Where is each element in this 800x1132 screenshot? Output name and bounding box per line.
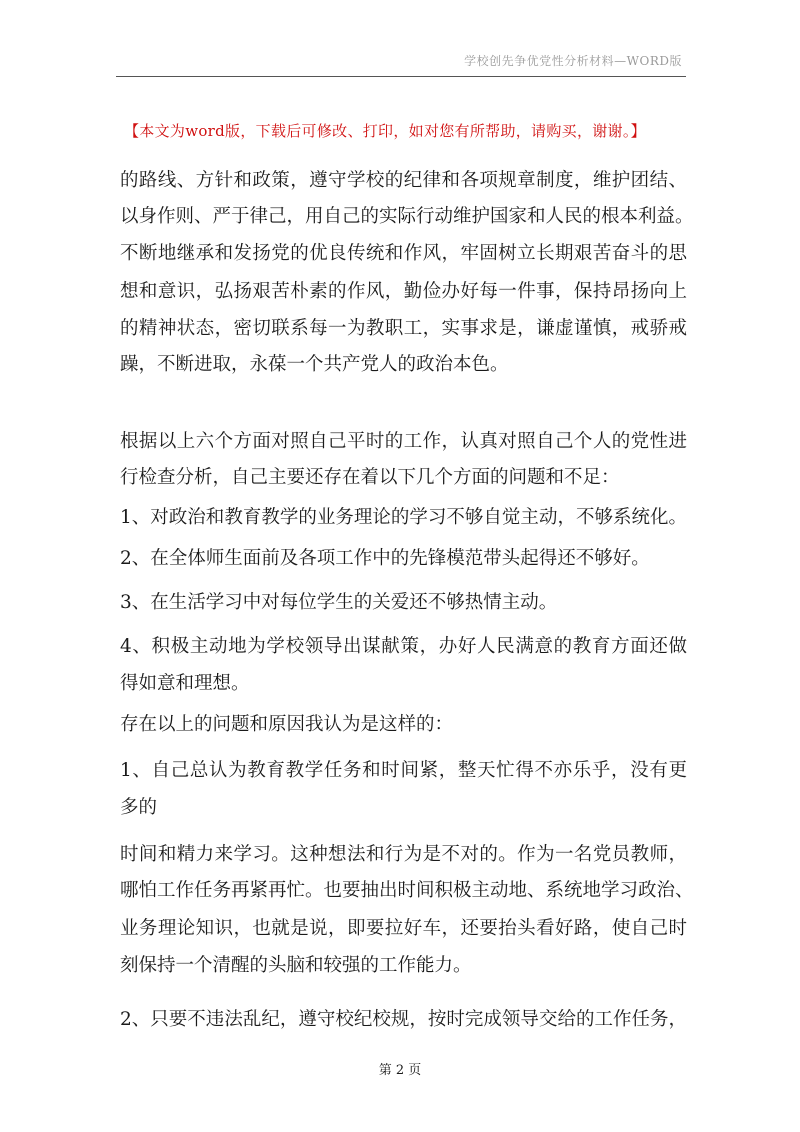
body-line-4: 想和意识，弘扬艰苦朴素的作风，勤俭办好每一件事，保持昂扬向上 (120, 281, 687, 302)
body-line-3: 不断地继承和发扬党的优良传统和作风，牢固树立长期艰苦奋斗的思 (120, 243, 687, 264)
problem-item-4: 4、积极主动地为学校领导出谋献策，办好人民满意的教育方面还做 (120, 636, 687, 657)
body-line-2: 以身作则、严于律己，用自己的实际行动维护国家和人民的根本利益。 (120, 206, 694, 227)
problem-item-4-cont: 得如意和理想。 (120, 673, 250, 694)
body-line-6: 躁，不断进取，永葆一个共产党人的政治本色。 (120, 354, 509, 375)
body-line-18: 哪怕工作任务再紧再忙。也要抽出时间积极主动地、系统地学习政治、 (120, 880, 694, 901)
header-divider (116, 76, 686, 77)
body-line-1: 的路线、方针和政策，遵守学校的纪律和各项规章制度，维护团结、 (120, 170, 687, 191)
problem-item-1: 1、对政治和教育教学的业务理论的学习不够自觉主动，不够系统化。 (120, 507, 687, 528)
body-line-20: 刻保持一个清醒的头脑和较强的工作能力。 (120, 955, 472, 976)
cause-item-1: 1、自己总认为教育教学任务和时间紧，整天忙得不亦乐乎，没有更 (120, 760, 687, 781)
cause-intro: 存在以上的问题和原因我认为是这样的： (120, 714, 454, 735)
body-line-17: 时间和精力来学习。这种想法和行为是不对的。作为一名党员教师， (120, 844, 687, 865)
page-number: 第 2 页 (378, 1063, 422, 1078)
body-line-19: 业务理论知识，也就是说，即要拉好车，还要抬头看好路，使自己时 (120, 918, 687, 939)
body-line-5: 的精神状态，密切联系每一为教职工，实事求是，谦虚谨慎，戒骄戒 (120, 318, 687, 339)
problem-item-3: 3、在生活学习中对每位学生的关爱还不够热情主动。 (120, 592, 558, 613)
purchase-notice: 【本文为word版，下载后可修改、打印，如对您有所帮助，请购买，谢谢。】 (124, 122, 646, 140)
body-line-8: 行检查分析，自己主要还存在着以下几个方面的问题和不足： (120, 467, 620, 488)
body-line-7: 根据以上六个方面对照自己平时的工作，认真对照自己个人的党性进 (120, 431, 687, 452)
problem-item-2: 2、在全体师生面前及各项工作中的先锋模范带头起得还不够好。 (120, 548, 650, 569)
document-header-title: 学校创先争优党性分析材料—WORD版 (464, 54, 682, 68)
cause-item-1-cont: 多的 (120, 797, 158, 818)
cause-item-2: 2、只要不违法乱纪，遵守校纪校规，按时完成领导交给的工作任务， (120, 1009, 687, 1030)
